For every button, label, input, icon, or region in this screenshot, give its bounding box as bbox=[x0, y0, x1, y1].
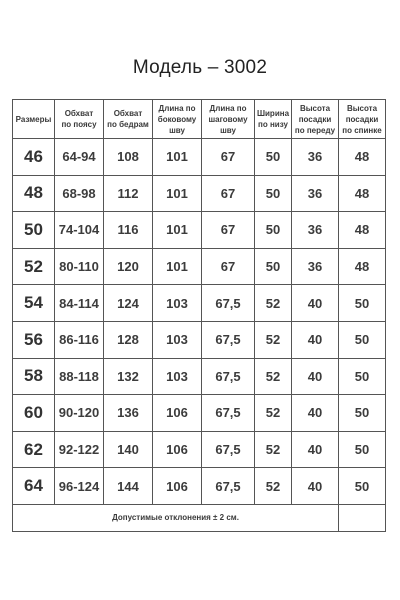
table-row bbox=[13, 431, 386, 468]
column-header-line: шаговому bbox=[208, 114, 248, 124]
table-row bbox=[13, 358, 386, 395]
column-header-line: по бедрам bbox=[107, 120, 149, 129]
table-cell: 68-98 bbox=[55, 175, 104, 212]
table-cell: 136 bbox=[104, 395, 153, 432]
table-cell: 48 bbox=[339, 139, 386, 176]
table-cell: 84-114 bbox=[55, 285, 104, 322]
table-cell: 50 bbox=[339, 358, 386, 395]
table-cell: 103 bbox=[153, 321, 202, 358]
table-cell: 36 bbox=[292, 139, 339, 176]
table-cell: 90-120 bbox=[55, 395, 104, 432]
size-table bbox=[12, 99, 386, 532]
column-header bbox=[13, 100, 55, 139]
table-cell: 52 bbox=[255, 358, 292, 395]
table-cell: 116 bbox=[104, 212, 153, 249]
table-row bbox=[13, 321, 386, 358]
footnote: Допустимые отклонения ± 2 см. bbox=[13, 504, 339, 531]
table-cell: 106 bbox=[153, 431, 202, 468]
column-header-line: шву bbox=[220, 125, 236, 135]
table-cell: 140 bbox=[104, 431, 153, 468]
column-header-line: Длина по bbox=[158, 103, 196, 113]
column-header-line: Ширина bbox=[256, 109, 290, 118]
table-cell: 50 bbox=[255, 212, 292, 249]
size-cell: 58 bbox=[13, 358, 55, 395]
table-cell: 88-118 bbox=[55, 358, 104, 395]
table-cell: 50 bbox=[339, 395, 386, 432]
table-cell: 103 bbox=[153, 285, 202, 322]
table-cell: 101 bbox=[153, 248, 202, 285]
header-row bbox=[13, 100, 386, 139]
table-cell: 40 bbox=[292, 321, 339, 358]
table-cell: 52 bbox=[255, 285, 292, 322]
table-cell: 106 bbox=[153, 468, 202, 505]
column-header-line: Размеры bbox=[15, 114, 52, 124]
size-cell: 50 bbox=[13, 212, 55, 249]
table-cell: 86-116 bbox=[55, 321, 104, 358]
table-cell: 80-110 bbox=[55, 248, 104, 285]
table-row bbox=[13, 285, 386, 322]
table-row bbox=[13, 248, 386, 285]
column-header-line: Высота bbox=[299, 103, 331, 113]
size-cell: 52 bbox=[13, 248, 55, 285]
size-cell: 46 bbox=[13, 139, 55, 176]
table-cell: 64-94 bbox=[55, 139, 104, 176]
table-cell: 40 bbox=[292, 431, 339, 468]
table-cell: 92-122 bbox=[55, 431, 104, 468]
table-row bbox=[13, 395, 386, 432]
size-cell: 62 bbox=[13, 431, 55, 468]
column-header-line: посадки bbox=[345, 114, 379, 124]
column-header bbox=[104, 100, 153, 139]
table-cell: 48 bbox=[339, 175, 386, 212]
table-cell: 112 bbox=[104, 175, 153, 212]
column-header bbox=[55, 100, 104, 139]
column-header bbox=[292, 100, 339, 139]
column-header bbox=[202, 100, 255, 139]
table-cell: 67,5 bbox=[202, 468, 255, 505]
table-cell: 67 bbox=[202, 139, 255, 176]
table-cell: 128 bbox=[104, 321, 153, 358]
table-cell: 67,5 bbox=[202, 395, 255, 432]
table-cell: 50 bbox=[255, 248, 292, 285]
table-cell: 67 bbox=[202, 248, 255, 285]
table-cell: 67,5 bbox=[202, 285, 255, 322]
table-cell: 132 bbox=[104, 358, 153, 395]
table-cell: 67 bbox=[202, 212, 255, 249]
table-cell: 48 bbox=[339, 212, 386, 249]
size-cell: 48 bbox=[13, 175, 55, 212]
table-cell: 50 bbox=[339, 468, 386, 505]
table-body bbox=[13, 139, 386, 505]
table-cell: 50 bbox=[255, 139, 292, 176]
table-cell: 67,5 bbox=[202, 431, 255, 468]
column-header-line: Длина по bbox=[209, 103, 247, 113]
table-cell: 101 bbox=[153, 139, 202, 176]
page-title: Модель – 3002 bbox=[132, 57, 268, 78]
table-cell: 52 bbox=[255, 321, 292, 358]
table-cell: 101 bbox=[153, 175, 202, 212]
table-cell: 40 bbox=[292, 358, 339, 395]
table-cell: 52 bbox=[255, 431, 292, 468]
table-row bbox=[13, 468, 386, 505]
footnote-empty-cell bbox=[339, 504, 386, 531]
table-cell: 48 bbox=[339, 248, 386, 285]
table-cell: 144 bbox=[104, 468, 153, 505]
table-cell: 40 bbox=[292, 395, 339, 432]
table-cell: 67,5 bbox=[202, 358, 255, 395]
table-cell: 74-104 bbox=[55, 212, 104, 249]
column-header-line: Обхват bbox=[64, 109, 94, 118]
column-header-line: боковому bbox=[157, 114, 197, 124]
table-row bbox=[13, 139, 386, 176]
column-header-line: посадки bbox=[298, 114, 332, 124]
table-cell: 36 bbox=[292, 248, 339, 285]
table-cell: 36 bbox=[292, 212, 339, 249]
column-header-line: Обхват bbox=[113, 109, 143, 118]
table-cell: 101 bbox=[153, 212, 202, 249]
table-cell: 50 bbox=[255, 175, 292, 212]
table-cell: 120 bbox=[104, 248, 153, 285]
column-header bbox=[255, 100, 292, 139]
column-header-line: Высота bbox=[346, 103, 378, 113]
table-cell: 124 bbox=[104, 285, 153, 322]
size-cell: 56 bbox=[13, 321, 55, 358]
column-header-line: шву bbox=[169, 125, 185, 135]
column-header bbox=[153, 100, 202, 139]
table-row bbox=[13, 175, 386, 212]
table-cell: 50 bbox=[339, 285, 386, 322]
table-cell: 52 bbox=[255, 395, 292, 432]
column-header-line: по поясу bbox=[61, 120, 97, 129]
table-cell: 106 bbox=[153, 395, 202, 432]
size-cell: 64 bbox=[13, 468, 55, 505]
table-cell: 67,5 bbox=[202, 321, 255, 358]
table-cell: 103 bbox=[153, 358, 202, 395]
size-cell: 60 bbox=[13, 395, 55, 432]
footnote-row bbox=[13, 504, 386, 531]
table-cell: 96-124 bbox=[55, 468, 104, 505]
column-header-line: по спинке bbox=[342, 125, 382, 135]
table-cell: 40 bbox=[292, 468, 339, 505]
column-header-line: по низу bbox=[258, 120, 288, 129]
table-cell: 108 bbox=[104, 139, 153, 176]
table-cell: 52 bbox=[255, 468, 292, 505]
size-cell: 54 bbox=[13, 285, 55, 322]
table-cell: 36 bbox=[292, 175, 339, 212]
column-header-line: по переду bbox=[294, 125, 336, 135]
table-cell: 50 bbox=[339, 321, 386, 358]
table-cell: 67 bbox=[202, 175, 255, 212]
table-cell: 50 bbox=[339, 431, 386, 468]
table-row bbox=[13, 212, 386, 249]
column-header bbox=[339, 100, 386, 139]
table-cell: 40 bbox=[292, 285, 339, 322]
